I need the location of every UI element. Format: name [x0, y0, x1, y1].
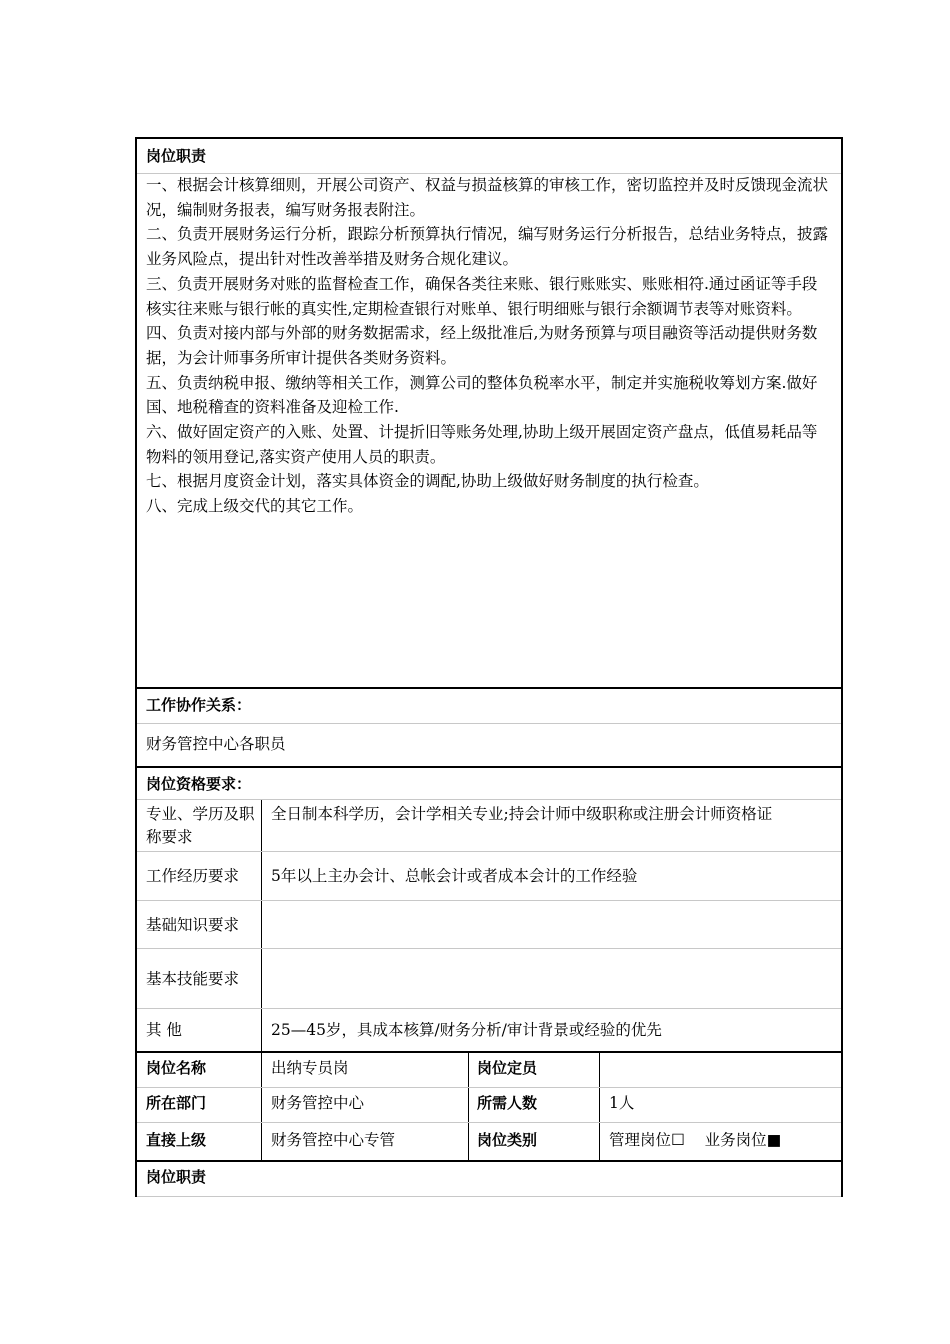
duty-item: 八、完成上级交代的其它工作。 [146, 497, 364, 516]
pos-value-supervisor: 财务管控中心专管 [271, 1131, 396, 1149]
duty-item: 二、负责开展财务运行分析，跟踪分析预算执行情况，编写财务运行分析报告，总结业务特点，披露业务风险点，提出针对性改善举措及财务合规化建议。 [146, 225, 829, 269]
pos-value-category: 管理岗位☐ 业务岗位■ [609, 1131, 782, 1149]
pos-key-required: 所需人数 [477, 1094, 538, 1112]
duties-header: 岗位职责 [146, 147, 207, 165]
qual-label-experience: 工作经历要求 [146, 867, 240, 885]
qual-label-skills: 基本技能要求 [146, 970, 240, 988]
qual-label-other: 其 他 [146, 1021, 182, 1039]
collab-header: 工作协作关系： [146, 696, 252, 714]
duty-item: 五、负责纳税申报、缴纳等相关工作，测算公司的整体负税率水平，制定并实施税收筹划方案.做好国、地税稽查的资料准备及迎检工作. [146, 373, 818, 417]
duty-item: 七、根据月度资金计划，落实具体资金的调配,协助上级做好财务制度的执行检查。 [146, 472, 709, 491]
pos-key-department: 所在部门 [146, 1094, 207, 1112]
duty-item: 四、负责对接内部与外部的财务数据需求，经上级批准后,为财务预算与项目融资等活动提供财务数据，为会计师事务所审计提供各类财务资料。 [146, 324, 818, 367]
pos-key-name: 岗位名称 [146, 1059, 207, 1077]
pos-value-name: 出纳专员岗 [271, 1059, 349, 1077]
pos-key-supervisor: 直接上级 [146, 1131, 207, 1149]
pos-value-required: 1人 [609, 1094, 635, 1112]
collab-value: 财务管控中心各职员 [146, 735, 286, 753]
qual-label-knowledge: 基础知识要求 [146, 916, 240, 934]
job-description-table [135, 137, 843, 1197]
qual-label-education: 专业、学历及职称要求 [146, 805, 255, 846]
qual-value-experience: 5年以上主办会计、总帐会计或者成本会计的工作经验 [271, 867, 638, 885]
duty-item: 三、负责开展财务对账的监督检查工作，确保各类往来账、银行账账实、账账相符.通过函证等手段核实往来账与银行帐的真实性,定期检查银行对账单、银行明细账与银行余额调节表等对账资料。 [146, 274, 818, 318]
qual-value-other: 25—45岁，具成本核算/财务分析/审计背景或经验的优先 [271, 1021, 662, 1039]
pos-key-headcount: 岗位定员 [477, 1059, 538, 1077]
duties-header-2: 岗位职责 [146, 1168, 207, 1186]
duty-item: 一、根据会计核算细则，开展公司资产、权益与损益核算的审核工作，密切监控并及时反馈现金流状况，编制财务报表，编写财务报表附注。 [146, 176, 829, 219]
duties-list [146, 173, 831, 519]
duty-item: 六、做好固定资产的入账、处置、计提折旧等账务处理,协助上级开展固定资产盘点，低值易耗品等物料的领用登记,落实资产使用人员的职责。 [146, 423, 818, 466]
pos-value-department: 财务管控中心 [271, 1094, 365, 1112]
pos-key-category: 岗位类别 [477, 1131, 538, 1149]
qualifications-header: 岗位资格要求： [146, 775, 252, 793]
qual-value-education: 全日制本科学历，会计学相关专业;持会计师中级职称或注册会计师资格证 [271, 805, 773, 823]
